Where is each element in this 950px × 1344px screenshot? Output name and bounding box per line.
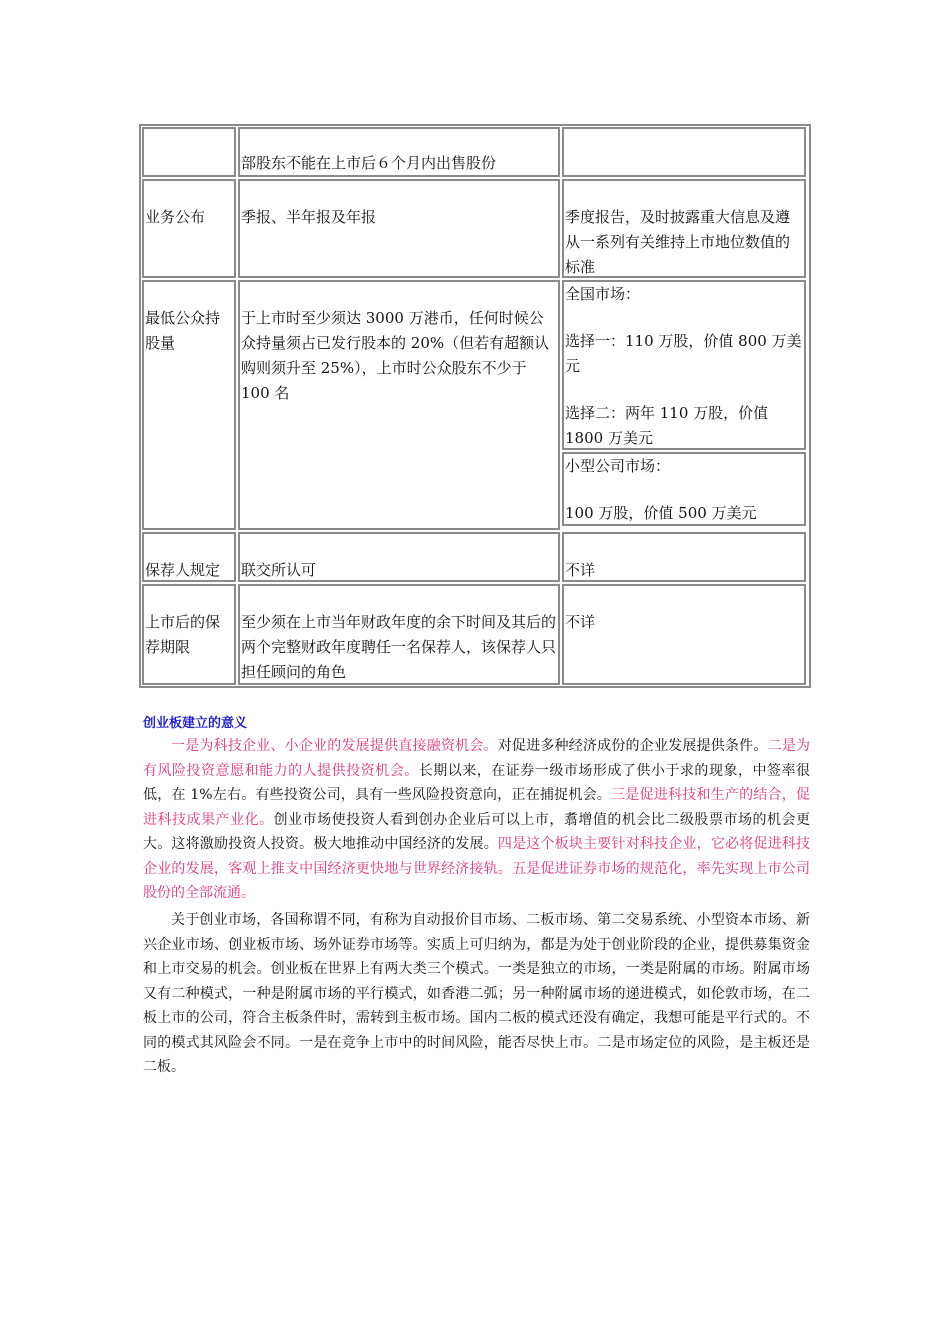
us-rule-stack xyxy=(561,279,807,531)
national-option-one: 选择一：110 万股，价值 800 万美元 xyxy=(565,332,802,375)
national-option-two: 选择二：两年 110 万股，价值 1800 万美元 xyxy=(565,404,769,447)
us-rule-cell: 不详 xyxy=(562,584,806,685)
paragraph-significance xyxy=(143,734,810,906)
point-one-detail: 对促进多种经济成份的企业发展提供条件。 xyxy=(497,738,768,754)
row-label-cell: 保荐人规定 xyxy=(142,532,236,582)
table-row xyxy=(141,126,809,178)
table-row xyxy=(141,279,809,531)
paragraph-models: 关于创业市场，各国称谓不同，有称为自动报价目市场、二板市场、第二交易系统、小型资本市场、新兴企业市场、创业板市场、场外证券市场等。实质上可归纳为，都是为处于创业阶段的企业，提供募集资金和上市交易的机会。创业板在世界上有两大类三个模式。一类是独立的市场，一类是附属的市场。附属市场又有二种模式，一种是附属市场的平行模式，如香港二弧；另一种附属市场的递进模式，如伦敦市场，在二板上市的公司，符合主板条件时，需转到主板市场。国内二板的模式还没有确定，我想可能是平行式的。不同的模式其风险会不同。一是在竞争上市中的时间风险，能否尽快上市。二是市场定位的风险，是主板还是二板。 xyxy=(143,912,810,1075)
us-rule-cell: 不详 xyxy=(562,532,806,582)
point-one: 一是为科技企业、小企业的发展提供直接融资机会。 xyxy=(171,738,498,754)
hk-rule-cell xyxy=(238,127,560,177)
table-row xyxy=(141,531,809,583)
table-row xyxy=(141,583,809,686)
hk-rule-cell: 于上市时至少须达 3000 万港币，任何时候公众持量须占已发行股本的 20%（但若有超额认购则须升至 25%），上市时公众股东不少于 100 名 xyxy=(238,280,560,530)
row-label-cell: 业务公布 xyxy=(142,179,236,278)
point-two: 二是为有风险投资意愿和能力的人提供投资机会。 xyxy=(143,738,811,779)
point-three-detail: 创业市场使投资人看到创办企业后可以上市，翥增值的机会比二级股票市场的机会更大。这将激励投资人投资。极大地推动中国经济的发展。 xyxy=(143,811,811,852)
national-market-title: 全国市场： xyxy=(565,285,641,303)
point-two-detail: 长期以来，在证券一级市场形成了供小于求的现象，中签率很低，在 1%左右。有些投资公司，具有一些风险投资意向，正在捕捉机会。 xyxy=(143,762,811,803)
table-row xyxy=(141,178,809,279)
row-label-cell: 上市后的保荐期限 xyxy=(142,584,236,685)
row-label-cell xyxy=(142,127,236,177)
hk-rule-cell: 季报、半年报及年报 xyxy=(238,179,560,278)
us-rule-cell xyxy=(562,127,806,177)
national-market-cell xyxy=(562,280,806,450)
hk-rule-cell: 联交所认可 xyxy=(238,532,560,582)
section-heading: 创业板建立的意义 xyxy=(143,716,248,731)
hk-rule-text: 部股东不能在上市后６个月内出售股份 xyxy=(241,154,497,172)
point-three: 三是促进科技和生产的结合，促进科技成果产业化。 xyxy=(143,787,810,828)
points-four-five: 四是这个板块主要针对科技企业，它必将促进科技企业的发展，客观上推支中国经济更快地与世界经济接轨。五是促进证券市场的规范化，率先实现上市公司股份的全部流通。 xyxy=(143,836,810,901)
hk-rule-cell: 至少须在上市当年财政年度的余下时间及其后的两个完整财政年度聘任一名保荐人，该保荐人只担任顾问的角色 xyxy=(238,584,560,685)
us-rule-cell: 季度报告，及时披露重大信息及遵从一系列有关维持上市地位数值的标准 xyxy=(562,179,806,278)
comparison-table xyxy=(139,124,811,688)
row-label-cell: 最低公众持股量 xyxy=(142,280,236,530)
small-market-title: 小型公司市场： xyxy=(565,457,671,475)
small-market-value: 100 万股，价值 500 万美元 xyxy=(565,504,757,522)
small-market-cell xyxy=(562,452,806,526)
